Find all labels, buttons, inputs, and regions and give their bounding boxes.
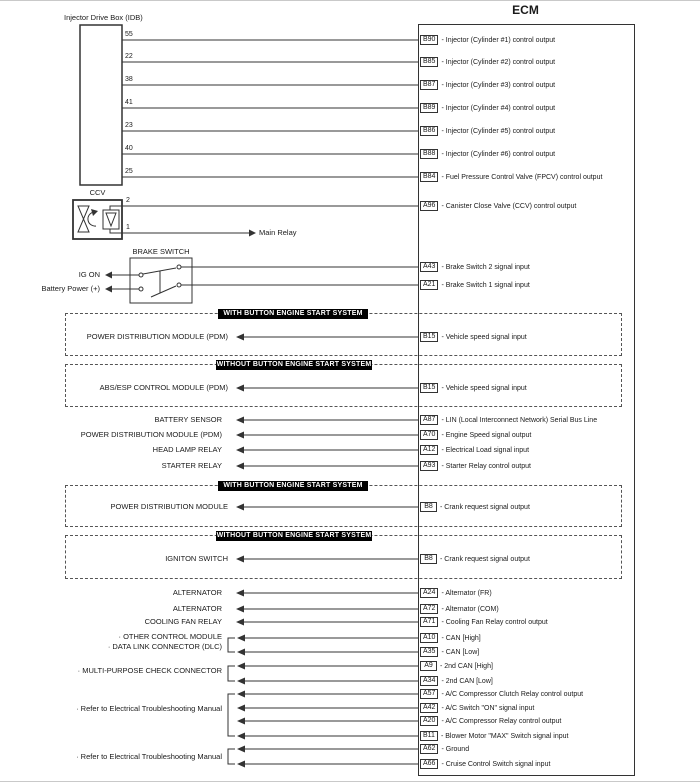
pdm-label: POWER DISTRIBUTION MODULE (PDM) — [86, 332, 228, 341]
battery-power-label: Battery Power (+) — [41, 284, 100, 293]
ccv-pin-number: 2 — [126, 197, 130, 204]
pin-label: - A/C Switch "ON" signal input — [441, 704, 535, 712]
bracket-group-lines — [228, 635, 418, 768]
pdm2-label: POWER DISTRIBUTION MODULE (PDM) — [80, 430, 222, 439]
ecm-pin-row — [420, 675, 493, 687]
ecm-pin-row — [420, 171, 602, 183]
bracket-icon — [228, 638, 235, 652]
battery-power-arrow-icon — [105, 286, 112, 293]
pin-label: - Injector (Cylinder #1) control output — [441, 36, 556, 44]
pin-label: - Injector (Cylinder #4) control output — [441, 104, 556, 112]
pin-id-box: B88 — [420, 149, 438, 159]
ecm-pin-row — [420, 702, 534, 714]
pin-label: - Brake Switch 2 signal input — [441, 263, 530, 271]
pin-label: - Crank request signal output — [440, 555, 530, 563]
ecm-pin-row — [420, 646, 479, 658]
idb-pin-number: 22 — [125, 53, 133, 60]
pin-id-box: A35 — [420, 647, 438, 657]
ecm-pin-row — [420, 414, 597, 426]
idb-pin-number: 38 — [125, 76, 133, 83]
pin-label: - Injector (Cylinder #5) control output — [441, 127, 556, 135]
pin-id-box: A72 — [420, 604, 438, 614]
cooling-fan-relay-label: COOLING FAN RELAY — [144, 617, 222, 626]
ecm-pin-row — [420, 200, 576, 212]
ig-on-arrow-icon — [105, 272, 112, 279]
ecm-pin-row — [420, 553, 530, 565]
idb-box — [80, 25, 122, 185]
ccv-valve-icon — [78, 206, 89, 219]
ecm-pin-row — [420, 261, 530, 273]
refer-manual-label: · Refer to Electrical Troubleshooting Manual — [76, 704, 222, 713]
pin-id-box: B84 — [420, 172, 438, 182]
pin-label: - A/C Compressor Relay control output — [441, 717, 562, 725]
pin-id-box: A96 — [420, 201, 438, 211]
ecm-pin-row — [420, 603, 499, 615]
idb-pin-number: 40 — [125, 145, 133, 152]
brake-switch-box — [130, 258, 192, 303]
ecm-pin-row — [420, 279, 530, 291]
pdm3-label: POWER DISTRIBUTION MODULE — [110, 502, 228, 511]
ecm-pin-row — [420, 56, 555, 68]
pin-label: - Fuel Pressure Control Valve (FPCV) control output — [441, 173, 603, 181]
ecm-pin-row — [420, 429, 531, 441]
ecm-pin-row — [420, 688, 583, 700]
pin-label: - Injector (Cylinder #3) control output — [441, 81, 556, 89]
ecm-pin-row — [420, 501, 530, 513]
pin-id-box: A57 — [420, 689, 438, 699]
refer-manual-label: · Refer to Electrical Troubleshooting Manual — [76, 752, 222, 761]
pin-label: - Vehicle speed signal input — [441, 384, 527, 392]
pin-id-box: A9 — [420, 661, 437, 671]
pin-label: - Injector (Cylinder #2) control output — [441, 58, 556, 66]
ig-on-label: IG ON — [78, 270, 100, 279]
pin-id-box: A43 — [420, 262, 438, 272]
pin-id-box: B11 — [420, 731, 438, 741]
pin-id-box: B8 — [420, 502, 437, 512]
pin-id-box: A87 — [420, 415, 438, 425]
ecm-title: ECM — [512, 3, 539, 17]
pin-id-box: A93 — [420, 461, 438, 471]
section-header: WITHOUT BUTTON ENGINE START SYSTEM — [216, 532, 372, 539]
ecm-pin-row — [420, 148, 555, 160]
pin-id-box: A34 — [420, 676, 438, 686]
ecm-pin-row — [420, 743, 469, 755]
pin-id-box: A71 — [420, 617, 438, 627]
battery-sensor-label: BATTERY SENSOR — [154, 415, 222, 424]
pin-id-box: A42 — [420, 703, 438, 713]
head-lamp-relay-label: HEAD LAMP RELAY — [152, 445, 222, 454]
pin-label: - 2nd CAN [High] — [440, 662, 493, 670]
section-header: WITHOUT BUTTON ENGINE START SYSTEM — [216, 361, 372, 368]
pin-label: - Crank request signal output — [440, 503, 530, 511]
ecm-pin-row — [420, 587, 492, 599]
main-relay-arrow-icon — [249, 230, 256, 237]
idb-pin-number: 23 — [125, 122, 133, 129]
ccv-pin-number: 1 — [126, 224, 130, 231]
pin-label: - Engine Speed signal output — [441, 431, 532, 439]
alternator-label: ALTERNATOR — [172, 604, 222, 613]
brake-switch-contacts — [143, 268, 176, 297]
pin-id-box: A70 — [420, 430, 438, 440]
pin-label: - Electrical Load signal input — [441, 446, 530, 454]
pin-id-box: B15 — [420, 383, 438, 393]
pin-id-box: B89 — [420, 103, 438, 113]
ignition-switch-label: IGNITON SWITCH — [165, 554, 228, 563]
pin-label: - Injector (Cylinder #6) control output — [441, 150, 556, 158]
ecm-pin-row — [420, 616, 548, 628]
pin-label: - Cruise Control Switch signal input — [441, 760, 551, 768]
pin-label: - Alternator (FR) — [441, 589, 492, 597]
section-header: WITH BUTTON ENGINE START SYSTEM — [218, 481, 368, 491]
pin-id-box: A12 — [420, 445, 438, 455]
ccv-label: CCV — [89, 188, 106, 197]
brake-switch-label: BRAKE SWITCH — [132, 247, 190, 256]
pin-id-box: A66 — [420, 759, 438, 769]
pin-label: - Alternator (COM) — [441, 605, 499, 613]
ecm-pin-row — [420, 331, 527, 343]
pin-id-box: A24 — [420, 588, 438, 598]
ecm-pin-row — [420, 382, 527, 394]
pin-label: - CAN [Low] — [441, 648, 480, 656]
pin-label: - Vehicle speed signal input — [441, 333, 527, 341]
ecm-pin-row — [420, 444, 529, 456]
pin-label: - A/C Compressor Clutch Relay control output — [441, 690, 584, 698]
pin-id-box: A20 — [420, 716, 438, 726]
pin-label: - CAN [High] — [441, 634, 481, 642]
ecm-pin-row — [420, 758, 550, 770]
pin-id-box: B8 — [420, 554, 437, 564]
pin-id-box: A62 — [420, 744, 438, 754]
ecm-pin-row — [420, 632, 481, 644]
pin-label: - 2nd CAN [Low] — [441, 677, 493, 685]
signal-lines — [236, 334, 418, 626]
idb-pin-number: 25 — [125, 168, 133, 175]
pin-id-box: A21 — [420, 280, 438, 290]
pin-label: - Cooling Fan Relay control output — [441, 618, 548, 626]
pin-label: - Brake Switch 1 signal input — [441, 281, 530, 289]
ecm-pin-row — [420, 102, 555, 114]
other-control-module-label: · OTHER CONTROL MODULE — [118, 632, 222, 641]
pin-id-box: B87 — [420, 80, 438, 90]
alternator-label: ALTERNATOR — [172, 588, 222, 597]
ecm-pin-row — [420, 34, 555, 46]
pin-label: - Blower Motor "MAX" Switch signal input — [440, 732, 569, 740]
ecm-pin-row — [420, 660, 493, 672]
pin-label: - Ground — [441, 745, 470, 753]
idb-label: Injector Drive Box (IDB) — [64, 13, 143, 22]
ecm-pin-row — [420, 79, 555, 91]
ecm-pin-row — [420, 715, 561, 727]
ecm-pin-row — [420, 125, 555, 137]
pin-id-box: B86 — [420, 126, 438, 136]
pin-id-box: B85 — [420, 57, 438, 67]
main-relay-label: Main Relay — [259, 228, 297, 237]
ecm-pin-row — [420, 730, 568, 742]
ecm-pin-row — [420, 460, 531, 472]
pin-id-box: B90 — [420, 35, 438, 45]
abs-esp-label: ABS/ESP CONTROL MODULE (PDM) — [99, 383, 228, 392]
idb-pin-number: 55 — [125, 31, 133, 38]
multi-purpose-check-connector-label: · MULTI-PURPOSE CHECK CONNECTOR — [77, 666, 222, 675]
starter-relay-label: STARTER RELAY — [161, 461, 222, 470]
pin-id-box: A10 — [420, 633, 438, 643]
pin-label: - Starter Relay control output — [441, 462, 531, 470]
pin-label: - LIN (Local Interconnect Network) Serial Bus Line — [441, 416, 598, 424]
idb-pin-number: 41 — [125, 99, 133, 106]
pin-label: - Canister Close Valve (CCV) control output — [441, 202, 577, 210]
pin-id-box: B15 — [420, 332, 438, 342]
data-link-connector-label: · DATA LINK CONNECTOR (DLC) — [107, 642, 222, 651]
section-header: WITH BUTTON ENGINE START SYSTEM — [218, 309, 368, 319]
